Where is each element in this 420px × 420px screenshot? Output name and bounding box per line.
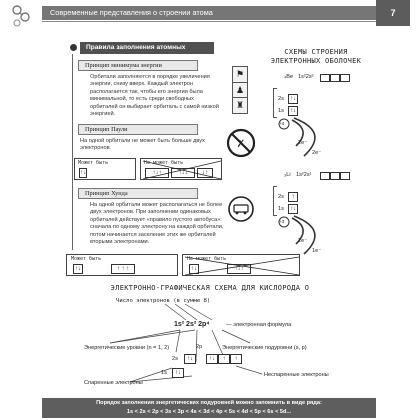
- orbital-cell: ↑↓: [191, 266, 197, 272]
- orbital-cell: ↑↓: [290, 108, 296, 114]
- be-shell-1: 2e⁻: [298, 140, 308, 146]
- principle-heading-pauli: Принцип Паули: [78, 124, 198, 135]
- orbital-cell: ↑: [288, 192, 298, 202]
- be-nucleus: +4: [279, 121, 285, 126]
- person-icon: ⚑: [233, 67, 247, 83]
- orbital-cell: ↑ ↑ ↑: [111, 264, 135, 274]
- orbital-cell: ↑↓: [206, 354, 218, 364]
- person-icon: ♜: [235, 100, 245, 110]
- oxygen-title: ЭЛЕКТРОННО-ГРАФИЧЕСКАЯ СХЕМА ДЛЯ КИСЛОРОДА О: [110, 284, 310, 292]
- principle-text-pauli: На одной орбитали не может быть больше двух электронов.: [80, 138, 205, 152]
- orbital-cell: ↑: [230, 354, 242, 364]
- principle-text-hund: На одной орбитали может располагаться не более двух электронов. При заполнении одинаковых орбиталей действует «правило пустого автобуса»: сначала по одному электрону на каждой орбитали, потом начинается заселение этих же орбиталей вторыми электронами.: [90, 202, 224, 246]
- orbital-cell: ↑↓: [75, 266, 81, 272]
- paired-label: Спаренные электроны: [84, 380, 143, 386]
- sublevels-label: Энергетические подуровни (s, p): [222, 345, 307, 351]
- electron-count-label: Число электронов (в сумме 8): [116, 298, 211, 304]
- pauli-ok-caption: Может быть: [78, 160, 109, 166]
- footer-line-1: Порядок заполнения энергетических подуровней можно запомнить в виде ряда:: [96, 400, 322, 406]
- principle-text-energy: Орбитали заполняются в порядке увеличения энергии, снизу вверх. Каждый электрон располагается так, чтобы его энергия была минимальной, то есть среди свободных орбиталей он выбирает орбиталь с самой низкой энергией.: [90, 74, 219, 118]
- li-level-1s: 1s: [278, 206, 284, 212]
- orbital-cell: ↑↓↓: [171, 168, 195, 178]
- shells-title-1: СХЕМЫ СТРОЕНИЯ: [284, 48, 348, 56]
- li-shell-1: 2e⁻: [298, 238, 308, 244]
- orbital-cell: ↑↓: [184, 354, 196, 364]
- be-config: 1s²2s²: [298, 74, 314, 80]
- footer-banner: [42, 398, 376, 418]
- orbital-label-1s: 1s: [161, 370, 167, 376]
- orbital-cell: ↑↓↑: [227, 264, 251, 274]
- li-config: 1s²2s¹: [296, 172, 312, 178]
- orbital-label-2s: 2s: [172, 356, 178, 362]
- orbital-cell: ↑↓: [290, 206, 296, 212]
- hund-no-caption: Не может быть: [187, 256, 227, 262]
- principle-heading-energy: Принцип минимума энергии: [78, 60, 198, 71]
- orbital-cell: ↑↓↑: [145, 168, 169, 178]
- page-header-title: Современные представления о строении атома: [42, 6, 376, 20]
- be-shell-2: 2e⁻: [312, 150, 322, 156]
- orbital-cell: ↑↓: [290, 96, 296, 102]
- page-number: 7: [376, 0, 410, 26]
- li-symbol: ₃Li: [284, 172, 291, 178]
- person-icon: ♟: [233, 83, 247, 98]
- levels-label: Энергетические уровни (n = 1, 2): [84, 345, 170, 351]
- li-nucleus: +3: [279, 219, 285, 224]
- shells-title-2: ЭЛЕКТРОННЫХ ОБОЛОЧЕК: [270, 57, 362, 65]
- hund-ok-caption: Может быть: [71, 256, 102, 262]
- formula-label: — электронная формула: [226, 322, 292, 328]
- pauli-no-caption: Не может быть: [144, 160, 184, 166]
- be-level-2s: 2s: [278, 96, 284, 102]
- svg-text:✗: ✗: [236, 139, 246, 150]
- rules-title: Правила заполнения атомных: [80, 42, 214, 54]
- orbital-cell: ↑: [218, 354, 230, 364]
- be-symbol: ₄Be: [284, 74, 294, 80]
- orbital-cell: ↓↑: [197, 168, 213, 178]
- footer-line-2: 1s < 2s < 2p < 3s < 3p < 4s < 3d < 4p < 5s < 4d < 5p < 6s < 5d...: [126, 409, 292, 415]
- orbital-label-2p: 2p: [196, 344, 203, 350]
- orbital-cell: ↑↓: [80, 170, 86, 176]
- li-shell-2: 1e⁻: [312, 248, 322, 254]
- principle-heading-hund: Принцип Хунда: [78, 188, 198, 199]
- electron-formula: 1s² 2s² 2p⁴: [174, 321, 210, 328]
- orbital-cell: ↑↓: [172, 368, 184, 378]
- unpaired-label: Неспаренные электроны: [264, 372, 329, 378]
- be-level-1s: 1s: [278, 108, 284, 114]
- li-level-2s: 2s: [278, 194, 284, 200]
